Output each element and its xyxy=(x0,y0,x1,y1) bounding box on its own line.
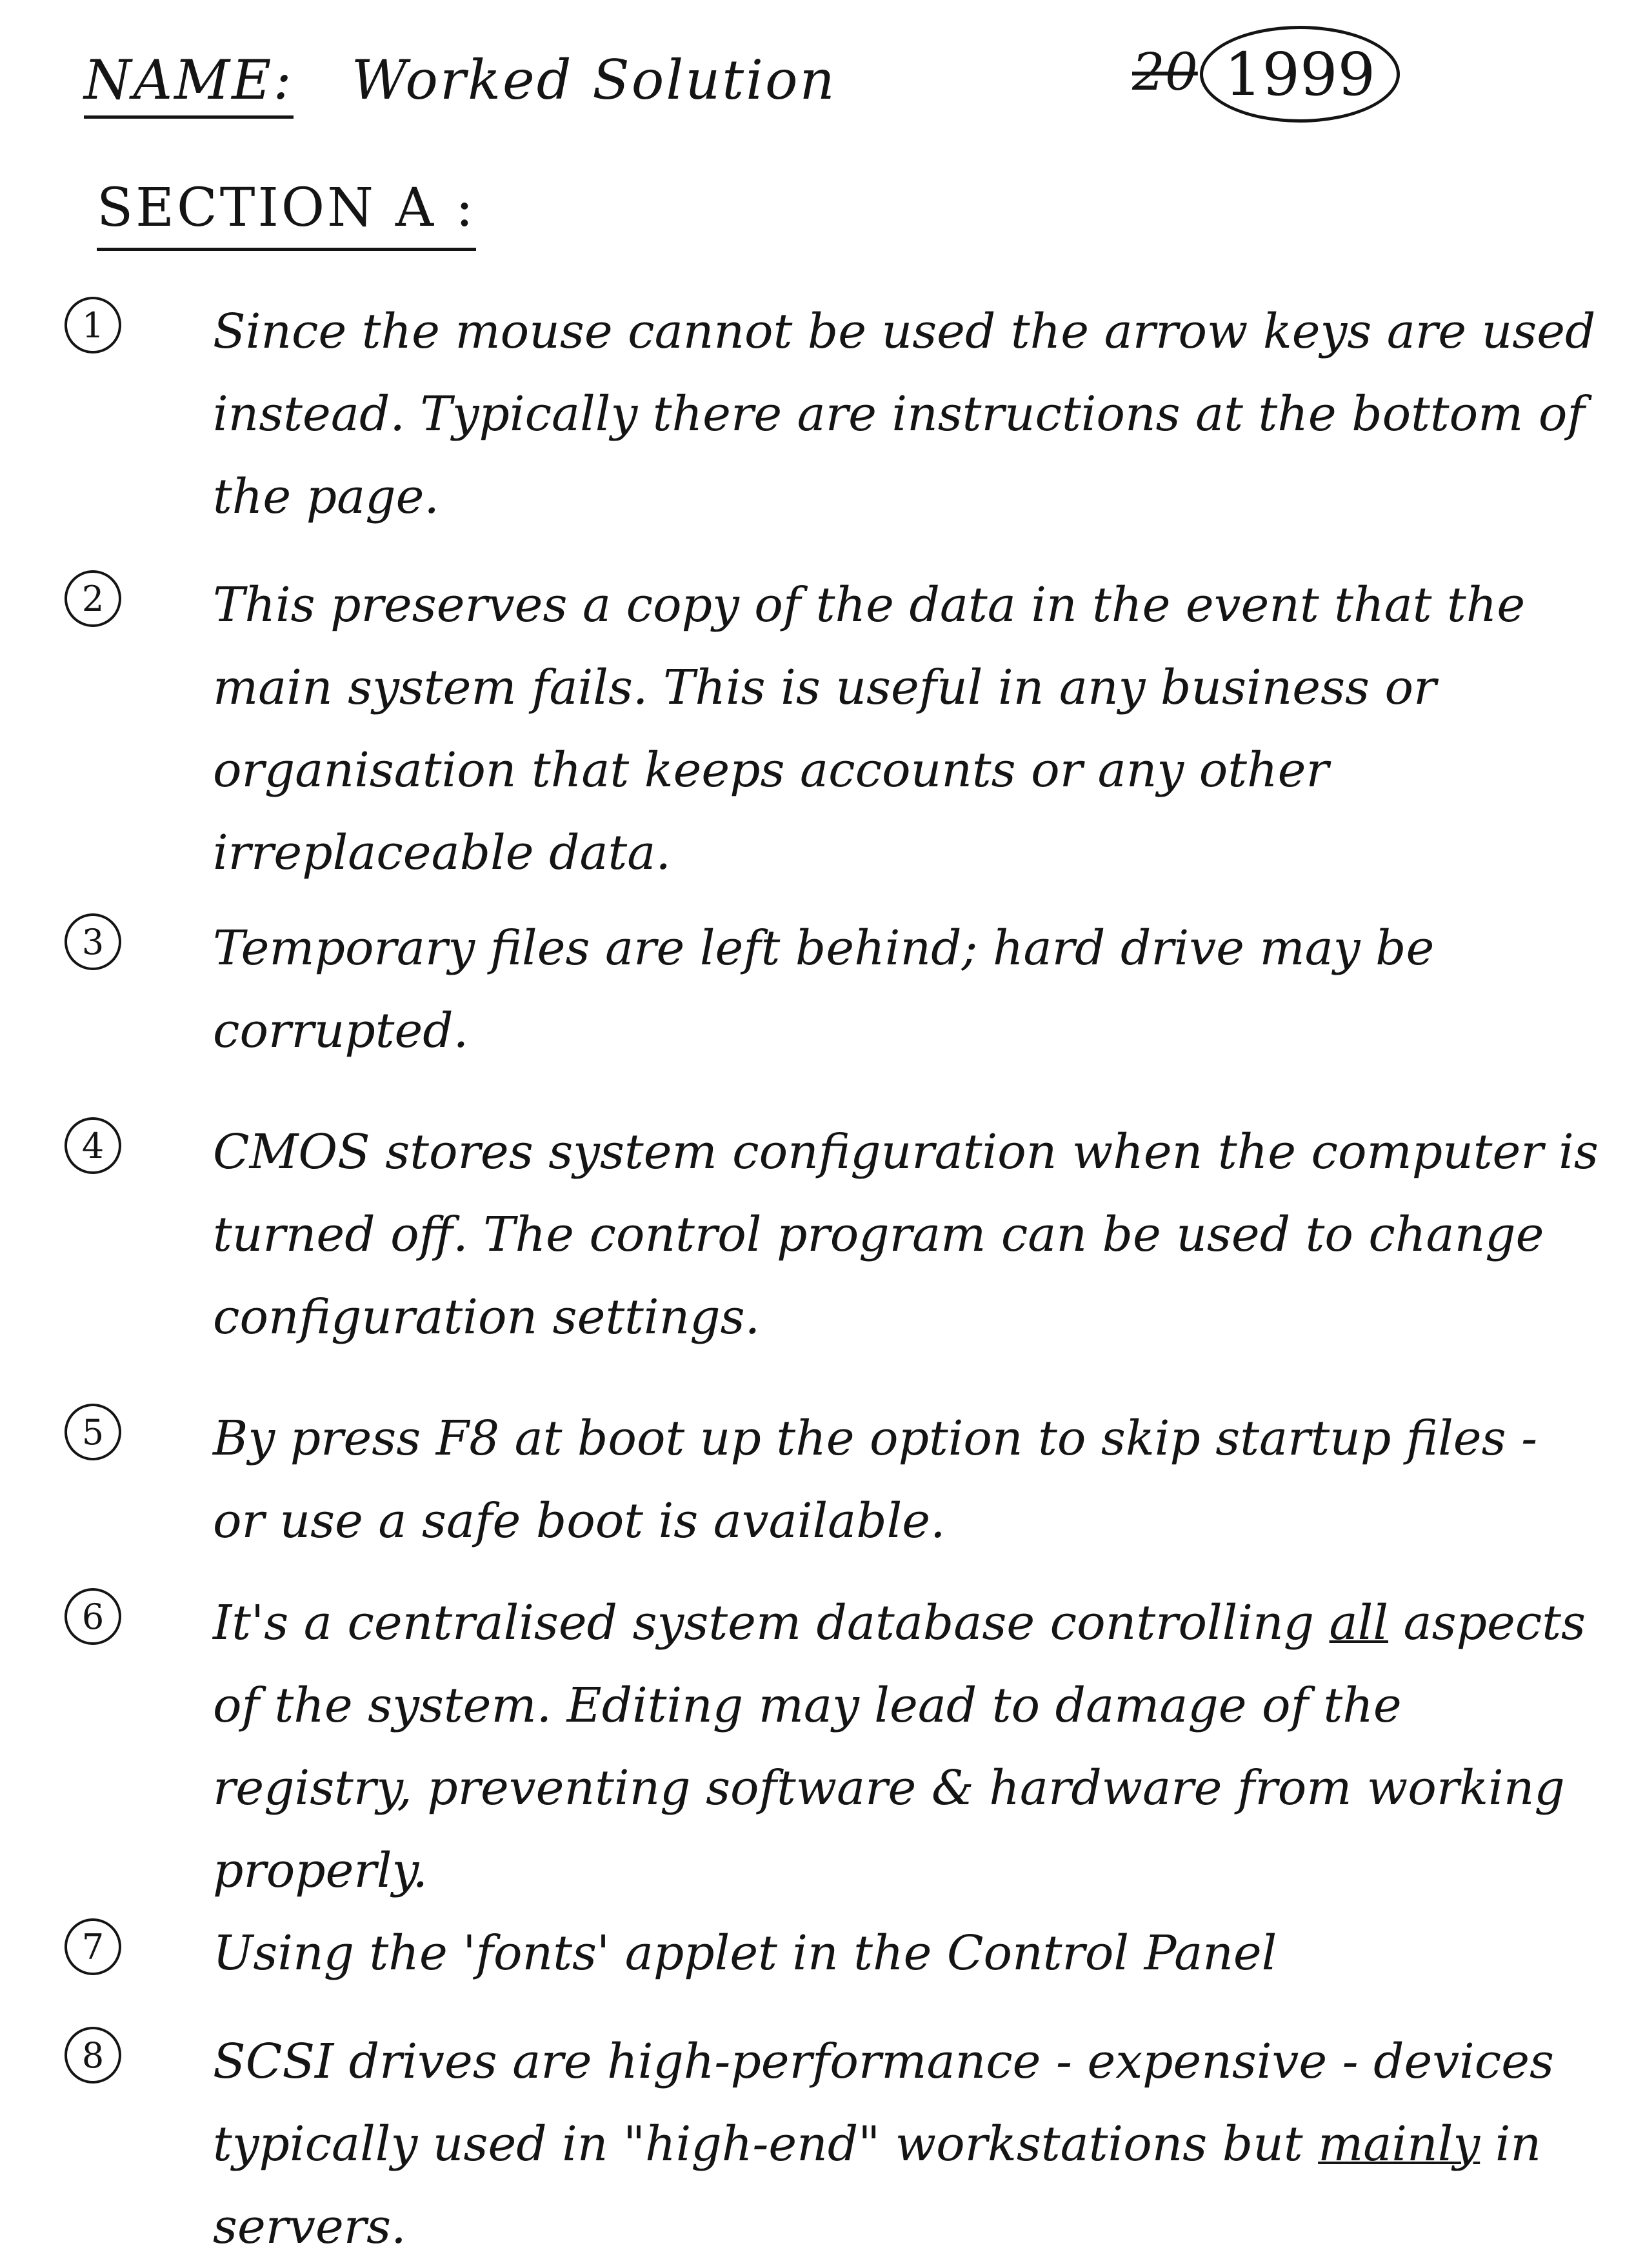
answer-number: 7 xyxy=(65,1918,121,1975)
answer-6 xyxy=(65,1582,1600,1912)
name-line xyxy=(84,48,837,119)
answer-list xyxy=(65,290,1600,2268)
answer-text: Using the 'fonts' applet in the Control Panel xyxy=(213,1925,1277,1981)
answer-5 xyxy=(65,1397,1600,1562)
answer-3 xyxy=(65,907,1600,1072)
underlined-word: all xyxy=(1329,1595,1388,1651)
answer-text xyxy=(213,2020,1600,2268)
section-title: SECTION A : xyxy=(97,177,476,251)
answer-1 xyxy=(65,290,1600,538)
answer-text: This preserves a copy of the data in the event that the main system fails. This is useful in any business or organisation that keeps accounts or any other irreplaceable data. xyxy=(213,577,1526,880)
answer-8 xyxy=(65,2020,1600,2268)
answer-2 xyxy=(65,564,1600,894)
answer-7 xyxy=(65,1912,1600,1994)
struck-out-text: 20 xyxy=(1132,42,1198,102)
answer-text-part: in servers. xyxy=(213,2116,1542,2254)
answer-text: Temporary files are left behind; hard drive may be corrupted. xyxy=(213,920,1435,1059)
answer-text-part: SCSI drives are high-performance - expensive - devices typically used in "high-end" workstations but xyxy=(213,2034,1555,2172)
answer-text-part: It's a centralised system database controlling xyxy=(213,1595,1330,1651)
answer-4 xyxy=(65,1111,1600,1358)
name-label: NAME: xyxy=(84,48,294,119)
answer-text-part: aspects of the system. Editing may lead to damage of the registry, preventing software & hardware from working properly. xyxy=(213,1595,1586,1898)
answer-number: 4 xyxy=(65,1117,121,1174)
underlined-word: mainly xyxy=(1318,2116,1480,2172)
answer-number: 1 xyxy=(65,297,121,353)
answer-number: 6 xyxy=(65,1588,121,1645)
name-value: Worked Solution xyxy=(351,48,837,112)
answer-text: CMOS stores system configuration when the computer is turned off. The control program can be used to change configuration settings. xyxy=(213,1124,1599,1345)
answer-number: 2 xyxy=(65,570,121,627)
answer-text: By press F8 at boot up the option to skip startup files - or use a safe boot is available. xyxy=(213,1411,1538,1549)
answer-number: 5 xyxy=(65,1404,121,1460)
year-badge: 1999 xyxy=(1200,26,1400,123)
answer-text: Since the mouse cannot be used the arrow keys are used instead. Typically there are instructions at the bottom of the page. xyxy=(213,304,1596,524)
answer-number: 8 xyxy=(65,2027,121,2084)
answer-text xyxy=(213,1582,1600,1912)
answer-number: 3 xyxy=(65,913,121,970)
